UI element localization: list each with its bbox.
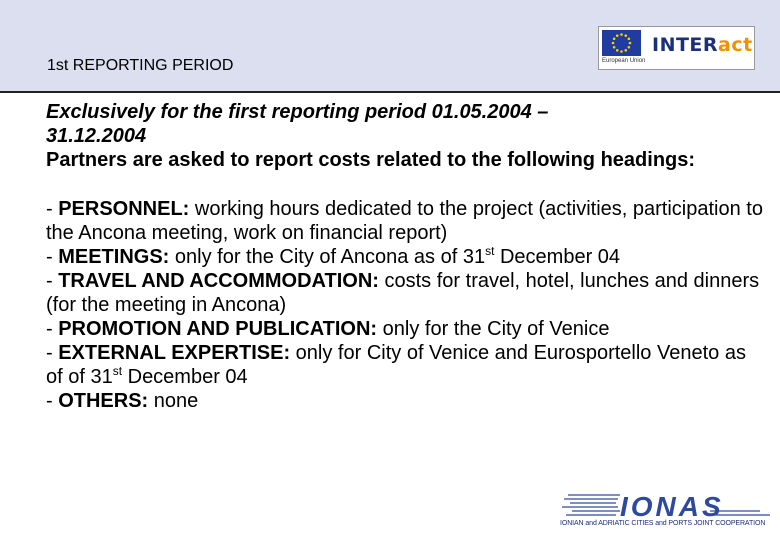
bullet-dash: -	[46, 246, 59, 268]
interact-wordmark	[652, 34, 753, 56]
item-text: working hours dedicated to the project (activities, participation to the Ancona meeting, work on financial report)	[46, 198, 763, 244]
bullet-dash: -	[46, 342, 59, 364]
eu-caption: European Union	[602, 58, 646, 64]
item-text: none	[153, 390, 199, 412]
intro-text	[46, 100, 766, 148]
ionas-name: IONAS	[620, 491, 724, 520]
list-item-travel	[46, 269, 766, 317]
ionas-wordmark-icon	[560, 489, 772, 520]
list-item-external-expertise	[46, 341, 766, 389]
item-label: MEETINGS:	[58, 246, 175, 268]
bullet-dash: -	[46, 390, 59, 412]
slide-body	[46, 100, 766, 413]
list-item-personnel	[46, 197, 766, 245]
cost-headings-list	[46, 197, 766, 413]
page-title: 1st REPORTING PERIOD	[47, 57, 234, 74]
intro-line-1: Exclusively for the first reporting period 01.05.2004 –	[46, 101, 549, 123]
item-text: costs for travel, hotel, lunches and dinners (for the meeting in Ancona)	[46, 270, 760, 316]
list-item-meetings	[46, 245, 766, 269]
item-label: PROMOTION AND PUBLICATION:	[58, 318, 383, 340]
item-label: TRAVEL AND ACCOMMODATION:	[58, 270, 385, 292]
bullet-dash: -	[46, 318, 59, 340]
slide-header	[0, 0, 780, 93]
list-item-promotion	[46, 317, 766, 341]
item-label: OTHERS:	[58, 390, 154, 412]
interact-inter: INTER	[652, 34, 719, 56]
eu-flag-icon	[602, 30, 641, 56]
item-text: only for City of Venice and Eurosportello Veneto as of of 31	[46, 342, 746, 388]
intro-line-2: 31.12.2004	[46, 125, 147, 147]
bullet-dash: -	[46, 270, 59, 292]
partners-text: Partners are asked to report costs related to the following headings:	[46, 149, 696, 171]
ordinal-suffix: st	[485, 244, 495, 258]
item-text: only for the City of Venice	[382, 318, 610, 340]
item-text: only for the City of Ancona as of 31	[174, 246, 486, 268]
ionas-subtitle: IONIAN and ADRIATIC CITIES and PORTS JOINT COOPERATION	[560, 520, 766, 527]
list-item-others	[46, 389, 766, 413]
interact-act: act	[718, 34, 753, 56]
item-label: EXTERNAL EXPERTISE:	[58, 342, 296, 364]
item-label: PERSONNEL:	[58, 198, 195, 220]
item-text-end: December 04	[122, 366, 248, 388]
bullet-dash: -	[46, 198, 59, 220]
ionas-logo	[560, 489, 772, 533]
item-text-end: December 04	[494, 246, 621, 268]
ordinal-suffix: st	[112, 364, 123, 378]
interact-logo	[598, 26, 755, 70]
